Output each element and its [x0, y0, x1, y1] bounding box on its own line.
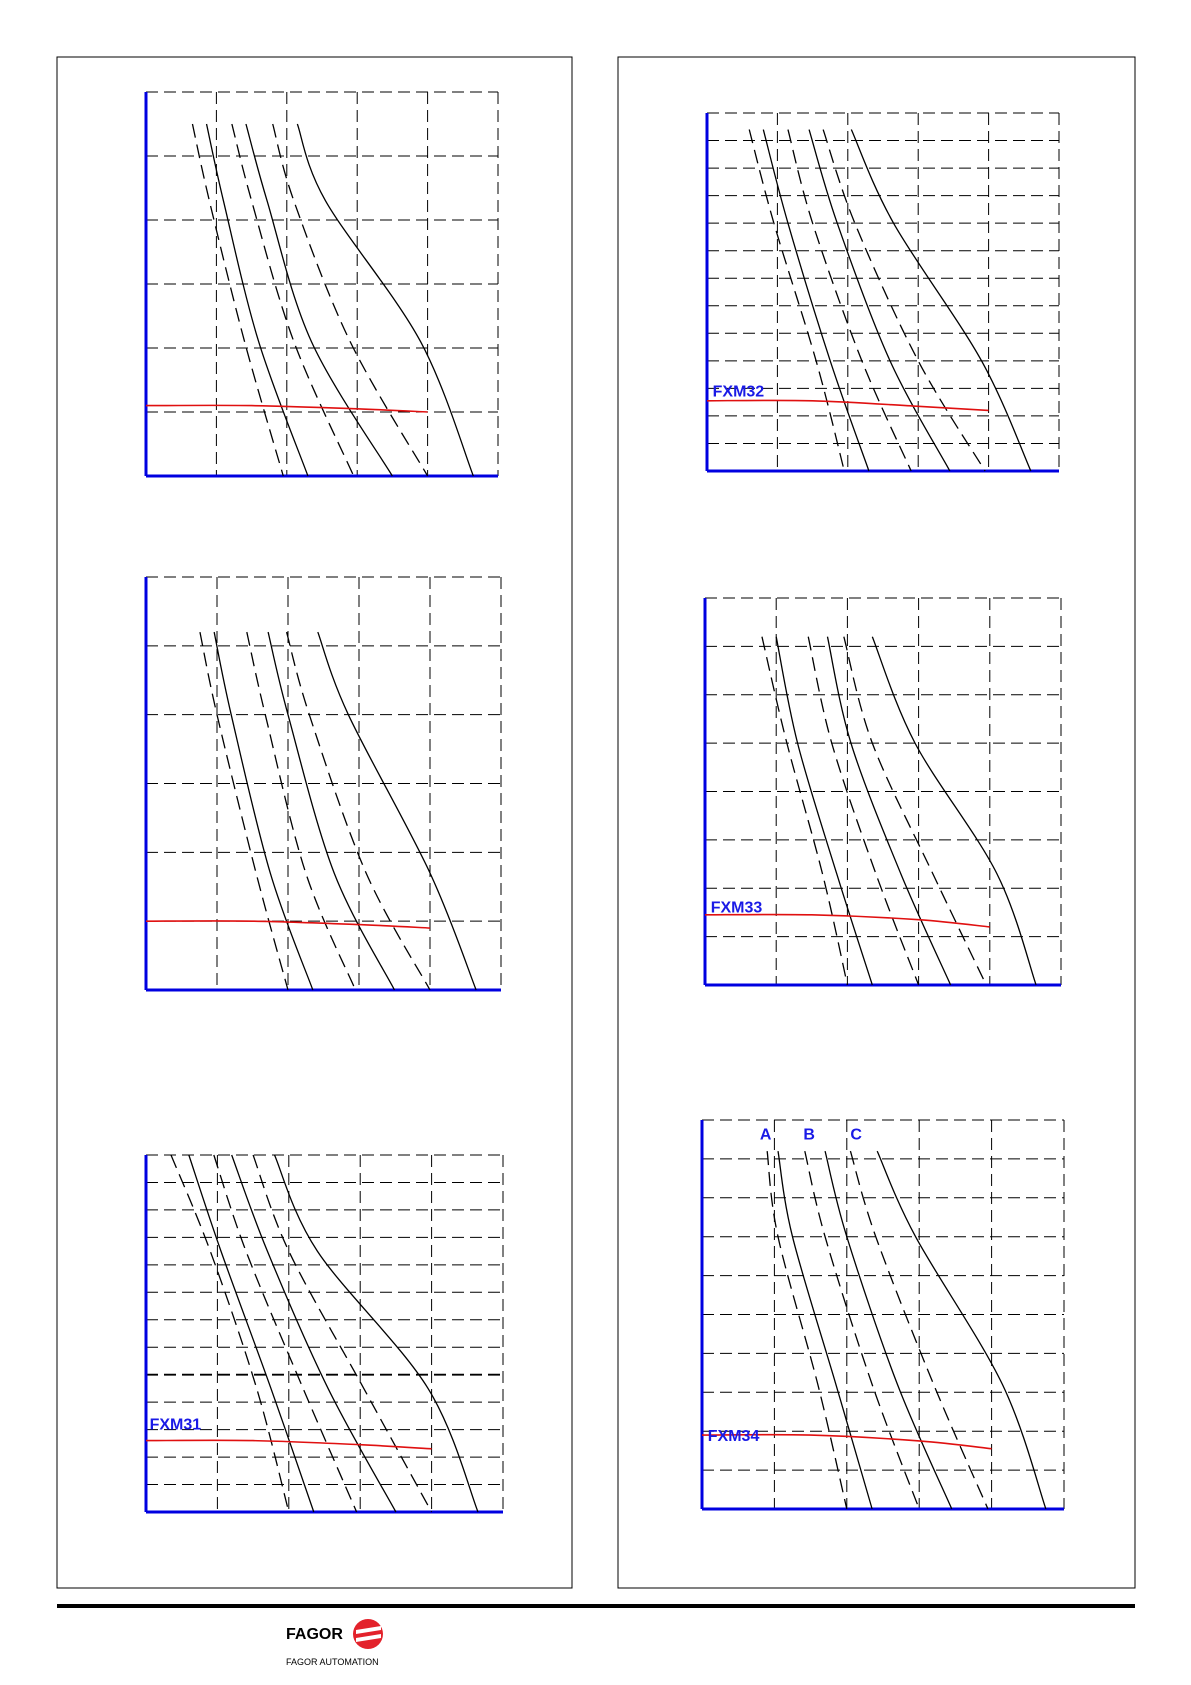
torque-speed-curve-4 [809, 130, 950, 471]
torque-speed-curve-5 [844, 637, 986, 985]
chart-5 [705, 598, 1061, 985]
torque-speed-curve-2 [763, 130, 869, 471]
torque-speed-curve-1 [767, 1151, 847, 1509]
right-panel-frame [618, 57, 1135, 1588]
torque-speed-curve-5 [287, 632, 430, 990]
left-panel-frame [57, 57, 572, 1588]
chart-4 [707, 113, 1059, 471]
fagor-logo [286, 1619, 383, 1667]
chart-label: C [850, 1126, 862, 1144]
chart-2 [146, 577, 501, 990]
chart-3 [146, 1155, 503, 1512]
torque-speed-curve-2 [778, 1151, 872, 1509]
torque-speed-curve-1 [200, 632, 288, 990]
torque-speed-curve-4 [825, 1151, 952, 1509]
torque-speed-curve-1 [171, 1155, 289, 1512]
chart-label: FXM33 [710, 899, 763, 917]
torque-speed-curve-3 [247, 632, 356, 990]
torque-speed-curve-2 [207, 124, 308, 476]
torque-speed-curve-2 [214, 632, 313, 990]
torque-speed-curve-1 [762, 637, 847, 985]
torque-speed-curve-6 [877, 1151, 1046, 1509]
brand-name: FAGOR [286, 1626, 343, 1643]
charts-layer [146, 92, 1064, 1512]
chart-6 [702, 1120, 1064, 1509]
torque-speed-curve-6 [851, 130, 1031, 471]
torque-speed-curve-4 [827, 637, 950, 985]
torque-speed-curve-6 [275, 1155, 478, 1512]
chart-label: A [759, 1126, 772, 1144]
torque-speed-curve-3 [805, 1151, 919, 1509]
torque-speed-curve-4 [232, 1155, 396, 1512]
chart-label: FXM34 [707, 1427, 760, 1445]
torque-speed-curve-6 [297, 124, 473, 476]
torque-speed-curve-1 [192, 124, 283, 476]
torque-speed-curve-1 [749, 130, 844, 471]
torque-speed-curve-6 [318, 632, 476, 990]
torque-speed-curve-2 [776, 637, 872, 985]
brand-mark-icon [353, 1619, 383, 1649]
torque-speed-curve-3 [214, 1155, 357, 1512]
chart-label: FXM31 [149, 1416, 202, 1434]
brand-subtitle: FAGOR AUTOMATION [286, 1657, 379, 1667]
torque-speed-curve-4 [246, 124, 392, 476]
torque-speed-curve-3 [808, 637, 918, 985]
torque-speed-curve-3 [788, 130, 911, 471]
torque-speed-curve-6 [872, 637, 1036, 985]
chart-1 [146, 92, 498, 476]
torque-speed-curve-3 [232, 124, 354, 476]
chart-label: FXM32 [712, 383, 765, 401]
chart-label: B [803, 1126, 815, 1144]
